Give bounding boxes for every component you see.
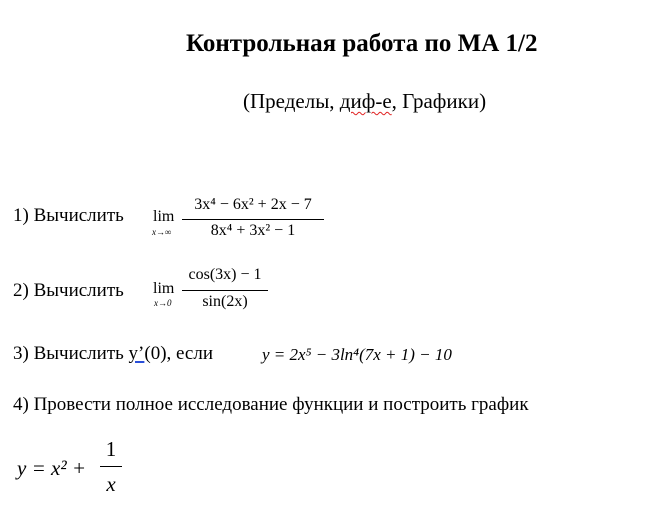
task-2-fraction-line [182, 290, 268, 291]
task-2-lim: lim [153, 280, 175, 297]
task-3-label-pre: 3) Вычислить [13, 343, 129, 364]
task-2-denominator-text: sin(2x) [202, 293, 248, 310]
task-2-denominator [182, 293, 268, 311]
task-4-formula-left: y = x² + [17, 456, 87, 480]
task-1-denominator-text: 8x⁴ + 3x² − 1 [210, 222, 296, 239]
task-2-lim-sub: x→0 [154, 298, 172, 308]
task-2-numerator [182, 266, 268, 284]
task-1-denominator [182, 222, 324, 240]
subtitle-spellcheck-word[interactable]: диф-е [339, 89, 392, 113]
task-2-numerator-text: cos(3x) − 1 [188, 266, 262, 283]
subtitle-before: (Пределы, [243, 89, 340, 113]
document-subtitle [243, 89, 486, 114]
task-3-label-post: (0), если [144, 343, 214, 364]
task-3-formula: y = 2x⁵ − 3ln⁴(7x + 1) − 10 [262, 345, 452, 364]
task-3-spellcheck-token[interactable]: y’ [128, 343, 145, 364]
task-4-frac-num: 1 [105, 437, 117, 461]
task-1-label: 1) Вычислить [13, 205, 124, 226]
task-2-label: 2) Вычислить [13, 280, 124, 301]
task-1-lim-sub: x→∞ [152, 227, 172, 237]
task-4-label: 4) Провести полное исследование функции и построить график [13, 394, 529, 415]
task-1-lim: lim [153, 208, 175, 225]
task-4-fraction-line [100, 466, 122, 467]
task-3-label [13, 343, 213, 365]
task-1-numerator-text: 3x⁴ − 6x² + 2x − 7 [194, 196, 312, 213]
task-1-fraction-line [182, 219, 324, 220]
subtitle-after: , Графики) [391, 89, 487, 113]
task-4-frac-den: x [106, 472, 116, 496]
document-title: Контрольная работа по МА 1/2 [186, 30, 538, 57]
task-1-numerator [182, 196, 324, 214]
